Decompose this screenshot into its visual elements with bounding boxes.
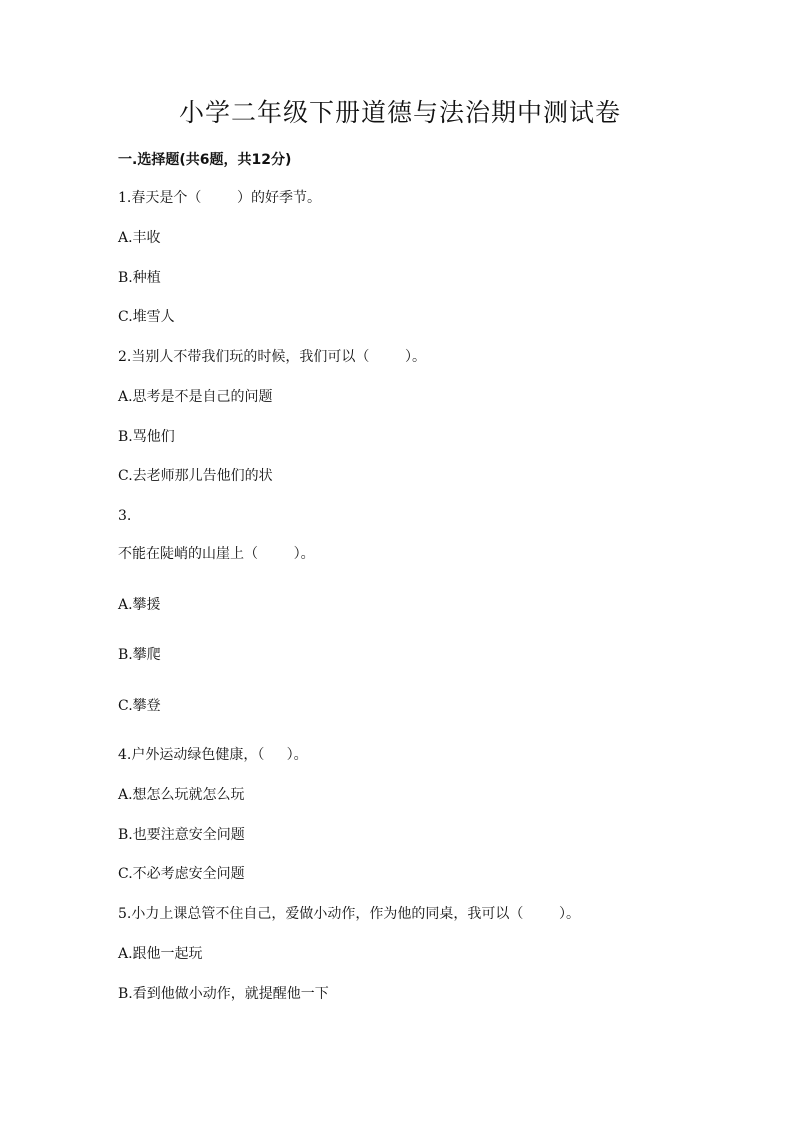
- question-stem: 5.小力上课总管不住自己，爱做小动作，作为他的同桌，我可以（ ）。: [118, 906, 580, 922]
- answer-option: B.看到他做小动作，就提醒他一下: [118, 986, 329, 1002]
- question-stem: 4.户外运动绿色健康，（ ）。: [118, 747, 308, 763]
- answer-option: A.思考是不是自己的问题: [118, 389, 273, 405]
- answer-option: B.攀爬: [118, 647, 161, 663]
- page-title: 小学二年级下册道德与法治期中测试卷: [178, 98, 621, 127]
- answer-option: B.种植: [118, 270, 161, 286]
- answer-option: C.不必考虑安全问题: [118, 866, 245, 882]
- question-stem: 不能在陡峭的山崖上（ ）。: [118, 546, 315, 562]
- question-stem: 1.春天是个（ ）的好季节。: [118, 190, 321, 206]
- answer-option: A.丰收: [118, 230, 161, 246]
- section-heading: 一.选择题(共6题，共12分): [118, 152, 292, 168]
- answer-option: B.也要注意安全问题: [118, 827, 245, 843]
- answer-option: A.跟他一起玩: [118, 946, 203, 962]
- answer-option: C.攀登: [118, 698, 161, 714]
- answer-option: B.骂他们: [118, 429, 175, 445]
- answer-option: C.堆雪人: [118, 309, 175, 325]
- question-number: 3.: [118, 508, 132, 524]
- answer-option: A.想怎么玩就怎么玩: [118, 787, 245, 803]
- answer-option: C.去老师那儿告他们的状: [118, 468, 273, 484]
- answer-option: A.攀援: [118, 597, 161, 613]
- question-stem: 2.当别人不带我们玩的时候，我们可以（ ）。: [118, 349, 426, 365]
